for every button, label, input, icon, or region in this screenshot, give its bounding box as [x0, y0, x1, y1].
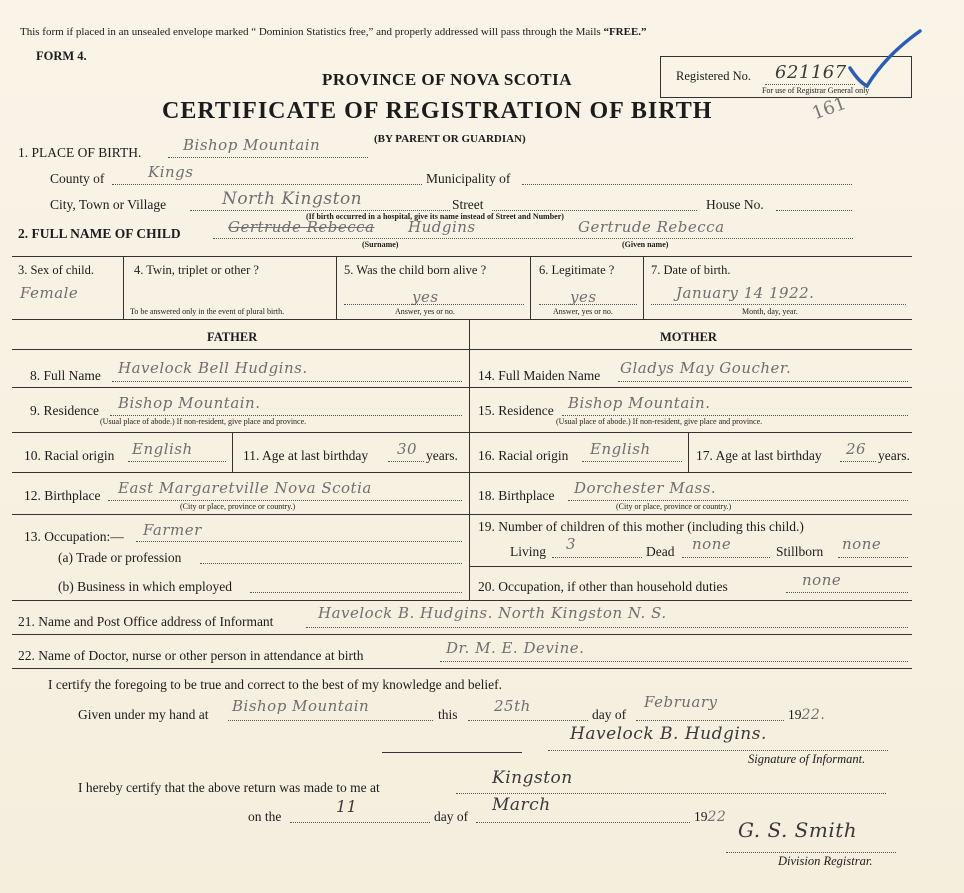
- municipality-label: Municipality of: [426, 171, 511, 186]
- informant-value: Havelock B. Hudgins. North Kingston N. S.: [318, 604, 667, 622]
- legit-note: Answer, yes or no.: [553, 307, 613, 316]
- date-value: January 14 1922.: [676, 284, 815, 302]
- registrar-statement: I hereby certify that the above return was made to me at: [78, 780, 380, 795]
- registrar-day-of-label: day of: [434, 809, 469, 824]
- on-the-label: on the: [248, 809, 282, 824]
- given-name-value: Gertrude Rebecca: [578, 218, 725, 236]
- mother-name-value: Gladys May Goucher.: [620, 359, 792, 377]
- mail-notice: This form if placed in an unsealed envelope marked “ Dominion Statistics free,” and properly addressed will pass through the Mails “FREE.”: [20, 26, 647, 38]
- stamp-number: 161: [809, 92, 849, 125]
- mother-residence-value: Bishop Mountain.: [568, 394, 711, 412]
- mother-residence-label: 15. Residence: [478, 403, 554, 418]
- mother-racial-value: English: [590, 440, 651, 458]
- mother-age-label: 17. Age at last birthday: [696, 448, 822, 463]
- father-name-value: Havelock Bell Hudgins.: [118, 359, 308, 377]
- informant-signature: Havelock B. Hudgins.: [570, 724, 767, 744]
- subtitle: (BY PARENT OR GUARDIAN): [374, 133, 526, 145]
- this-label: this: [438, 707, 458, 722]
- twin-note: To be answered only in the event of plural birth.: [130, 307, 285, 316]
- street-label: Street: [452, 197, 484, 212]
- mother-occupation-label: 20. Occupation, if other than household duties: [478, 579, 728, 594]
- legit-value: yes: [570, 288, 597, 306]
- house-no-label: House No.: [706, 197, 764, 212]
- father-racial-label: 10. Racial origin: [24, 448, 115, 463]
- mother-birthplace-note: (City or place, province or country.): [616, 502, 732, 511]
- certify-statement: I certify the foregoing to be true and correct to the best of my knowledge and belief.: [48, 677, 502, 692]
- check-mark-icon: [845, 26, 925, 96]
- registered-number: 621167: [775, 62, 847, 83]
- father-occupation-value: Farmer: [143, 521, 202, 539]
- father-years-label: years.: [426, 448, 458, 463]
- twin-label: 4. Twin, triplet or other ?: [134, 263, 259, 277]
- father-occupation-label: 13. Occupation:—: [24, 529, 124, 544]
- father-age-label: 11. Age at last birthday: [243, 448, 369, 463]
- form-number: FORM 4.: [36, 49, 87, 63]
- given-place-value: Bishop Mountain: [232, 697, 370, 715]
- father-residence-value: Bishop Mountain.: [118, 394, 261, 412]
- surname-value: Hudgins: [408, 218, 476, 236]
- mother-birthplace-value: Dorchester Mass.: [574, 479, 717, 497]
- living-label: Living: [510, 544, 546, 559]
- date-label: 7. Date of birth.: [651, 263, 731, 277]
- mother-years-label: years.: [878, 448, 910, 463]
- alive-value: yes: [412, 288, 439, 306]
- mother-residence-note: (Usual place of abode.) If non-resident, give place and province.: [556, 417, 763, 426]
- certify-year-label: 1922.: [788, 707, 826, 723]
- surname-caption: (Surname): [362, 240, 399, 249]
- registered-label: Registered No.: [676, 69, 751, 83]
- father-age-value: 30: [397, 440, 418, 458]
- place-of-birth-value: Bishop Mountain: [183, 136, 321, 154]
- stillborn-value: none: [842, 535, 882, 553]
- certify-month-value: February: [644, 693, 718, 711]
- child-name-label: 2. FULL NAME OF CHILD: [18, 226, 181, 241]
- father-name-label: 8. Full Name: [30, 368, 101, 383]
- certify-day-value: 25th: [494, 697, 531, 715]
- father-residence-note: (Usual place of abode.) If non-resident, give place and province.: [100, 417, 307, 426]
- informant-signature-caption: Signature of Informant.: [748, 752, 866, 766]
- alive-label: 5. Was the child born alive ?: [344, 263, 487, 277]
- mother-name-label: 14. Full Maiden Name: [478, 368, 601, 383]
- certify-day-of-label: day of: [592, 707, 627, 722]
- place-of-birth-label: 1. PLACE OF BIRTH.: [18, 145, 142, 160]
- doctor-label: 22. Name of Doctor, nurse or other person in attendance at birth: [18, 648, 364, 663]
- registrar-caption: Division Registrar.: [778, 854, 873, 868]
- mother-heading: MOTHER: [660, 330, 717, 344]
- father-heading: FATHER: [207, 330, 258, 344]
- date-note: Month, day, year.: [742, 307, 798, 316]
- mother-racial-label: 16. Racial origin: [478, 448, 569, 463]
- informant-label: 21. Name and Post Office address of Informant: [18, 614, 274, 629]
- father-birthplace-label: 12. Birthplace: [24, 488, 101, 503]
- sex-value: Female: [20, 284, 79, 302]
- hospital-note: (If birth occurred in a hospital, give its name instead of Street and Number): [306, 212, 564, 221]
- doctor-value: Dr. M. E. Devine.: [446, 639, 585, 657]
- registrar-place-value: Kingston: [492, 768, 573, 788]
- dead-value: none: [692, 535, 732, 553]
- given-name-caption: (Given name): [622, 240, 669, 249]
- registrar-note: For use of Registrar General only: [762, 86, 870, 95]
- children-count-label: 19. Number of children of this mother (including this child.): [478, 519, 804, 534]
- stillborn-label: Stillborn: [776, 544, 824, 559]
- registrar-year-label: 1922: [694, 809, 727, 825]
- registrar-day-value: 11: [336, 797, 358, 816]
- mother-age-value: 26: [846, 440, 867, 458]
- county-label: County of: [50, 171, 105, 186]
- father-racial-value: English: [132, 440, 193, 458]
- city-value: North Kingston: [222, 189, 363, 209]
- county-value: Kings: [148, 163, 194, 181]
- trade-label: (a) Trade or profession: [58, 550, 182, 565]
- father-residence-label: 9. Residence: [30, 403, 99, 418]
- registrar-signature: G. S. Smith: [738, 818, 858, 842]
- mother-birthplace-label: 18. Birthplace: [478, 488, 555, 503]
- given-under-label: Given under my hand at: [78, 707, 209, 722]
- province-heading: PROVINCE OF NOVA SCOTIA: [322, 70, 573, 89]
- alive-note: Answer, yes or no.: [395, 307, 455, 316]
- mother-occupation-value: none: [802, 571, 842, 589]
- legit-label: 6. Legitimate ?: [539, 263, 615, 277]
- page-title: CERTIFICATE OF REGISTRATION OF BIRTH: [162, 98, 713, 124]
- dead-label: Dead: [646, 544, 675, 559]
- father-birthplace-note: (City or place, province or country.): [180, 502, 296, 511]
- child-name-struck: Gertrude Rebecca: [228, 218, 375, 236]
- registrar-month-value: March: [492, 795, 551, 815]
- city-label: City, Town or Village: [50, 197, 167, 212]
- father-birthplace-value: East Margaretville Nova Scotia: [118, 479, 372, 497]
- business-label: (b) Business in which employed: [58, 579, 232, 594]
- sex-label: 3. Sex of child.: [18, 263, 95, 277]
- living-value: 3: [566, 535, 577, 553]
